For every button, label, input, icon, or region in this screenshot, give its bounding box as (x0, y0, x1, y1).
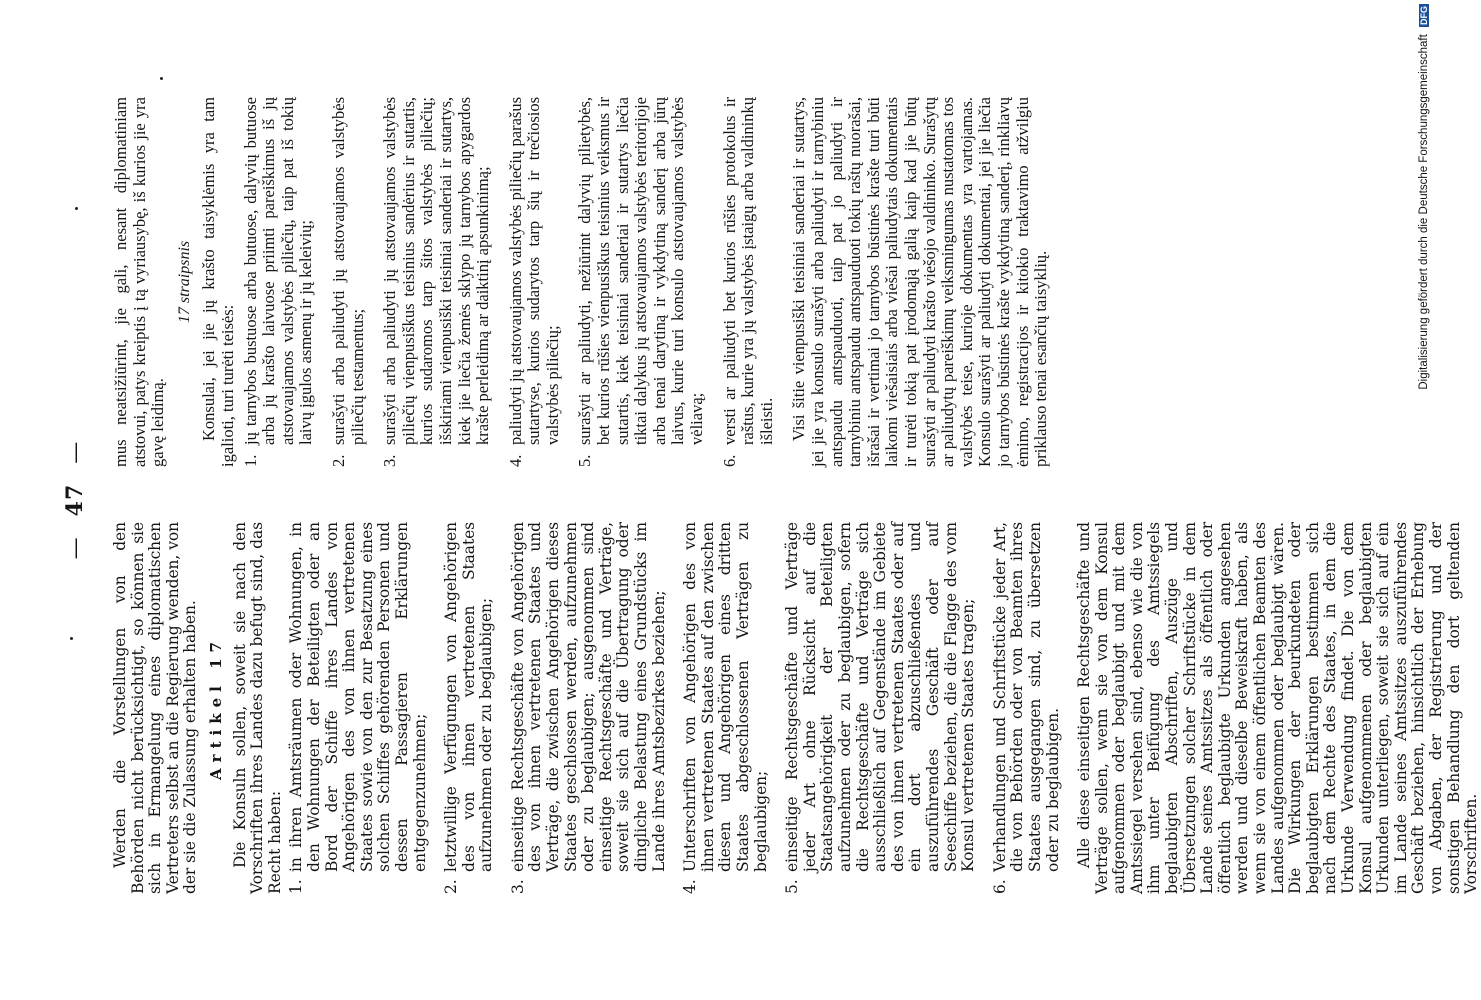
lithuanian-item-number: 1. (240, 454, 260, 467)
watermark-caption: Digitalisierung gefördert durch die Deutsche Forschungsgemeinschaft (1418, 34, 1430, 390)
lithuanian-column (112, 97, 1051, 467)
digitization-watermark (1418, 4, 1440, 704)
german-item-text: einseitige Rechtsgeschäfte von Angehörigen des von ihnen vertretenen Staates und Verträge, die zwischen Angehörigen dieses Staates geschlossen werden, aufzunehmen oder zu beglaubigen; ausgenommen sind einseitige Rechtsgeschäfte und Verträge, soweit sie sich auf die Übertragung oder dingliche Belastung eines Grundstücks im Lande ihres Amtsbezirkes beziehen; (508, 522, 668, 872)
lithuanian-item-number: 2. (328, 454, 348, 467)
german-item-number: 3. (508, 879, 527, 894)
german-item (443, 522, 496, 894)
scan-speck (70, 637, 73, 640)
scan-speck (160, 77, 163, 80)
lithuanian-item-text: surašyti arba paliudyti jų atstovaujamos valstybės piliečių vienpusiškus teisinius sandėrius ir sutartis, kurios sudaromos tarp šitos valstybės piliečių; išskiriami vienpusiški teisiniai sanderiai ir sutartys, kiek jie liečia žemės sklypo jų tarnybos apygardos krašte perleidimą ar daiktinį apsunkinimą; (380, 97, 493, 445)
german-item-text: in ihren Amtsräumen oder Wohnungen, in den Wohnungen der Beteiligten oder an Bord der Schiffe ihres Landes von Angehörigen des von ihnen vertretenen Staates sowie von den zur Besatzung eines solchen Schiffes gehörenden Personen und dessen Passagieren Erklärungen entgegenzunehmen; (287, 522, 429, 872)
lithuanian-closing-paragraph: Visi šitie vienpusiški teisiniai sanderiai ir sutartys, jei jie yra konsulo surašyti arba paliudyti ir tarnybiniu antspaudu antspauduoti, taip pat jo paliudyti ir tarnybiniu antspaudu antspauduoti tokių raštų nuorašai, išrašai ir vertimai jo tarnybos būstinės krašte turi būti laikomi viešaisiais arba viešai paliudytais dokumentais ir turėti tokią pat įrodomąją galią kaip kad jie būtų surašyti ar paliudyti krašto viešojo valdininko. Surašytų ar paliudytų pareiškimų veiksmingumas nustatomas tos valstybės teise, kurioje dokumentas yra vartojamas. Konsulo surašyti ar paliudyti dokumentai, jei jie liečia jo tarnybos būstinės krašte vykdytiną sanderį, rinkliavų ėmimo, registracijos ir kitokio traktavimo atžvilgiu priklauso tenai esančių taisyklių. (789, 97, 1051, 467)
header-dash-right: — (63, 440, 88, 464)
lithuanian-items-list (242, 97, 777, 467)
german-item (992, 522, 1062, 894)
german-item-text: Verhandlungen und Schriftstücke jeder Art, die von Behörden oder von Beamten ihres Staates ausgegangen sind, zu übersetzen oder zu beglaubigen. (990, 522, 1062, 872)
lithuanian-item-text: jų tarnybos bustuose arba butuose, dalyvių butuose arba jų krašto laivuose priimti pareiškimus iš jų atstovaujamos valstybės piliečių, taip pat iš tokių laivų įgulos asmenų ir jų keleivių; (240, 97, 316, 445)
lithuanian-item-number: 5. (575, 454, 595, 467)
german-article-heading: Artikel 17 (206, 636, 225, 780)
lithuanian-item (721, 97, 777, 467)
lithuanian-item-text: paliudyti jų atstovaujamos valstybės piliečių parašus sutartyse, kurios sudarytos tarp šių ir trečiosios valstybės piliečių; (505, 97, 562, 445)
lithuanian-item-number: 6. (719, 454, 739, 467)
german-items-list (288, 522, 1062, 894)
page-header (62, 400, 88, 600)
german-intro: Werden die Vorstellungen von den Behörden nicht berücksichtigt, so können sie sich in Ermangelung eines diplomatischen Vertreters selbst an die Regierung wenden, von der sie die Zulassung erhalten haben. (111, 522, 200, 894)
lithuanian-item-number: 4. (505, 454, 525, 467)
german-column (112, 522, 1481, 894)
german-item (510, 522, 668, 894)
lithuanian-item (381, 97, 493, 467)
lithuanian-item-text: surašyti ar paliudyti, nežiūrint dalyvių pilietybės, bet kurios rūšies vienpusiškus teisinius veiksmus ir sutartis, kiek teisiniai sanderiai ir sutartys liečia tiktai dalykus jų atstovaujamos valstybės teritorijoje arba tenai darytiną ir vykdytiną sanderį arba jūrų laivus, kurie turi konsulo atstovaujamos valstybės vėliavą; (575, 97, 707, 445)
german-item (784, 522, 978, 894)
german-closing-paragraph: Alle diese einseitigen Rechtsgeschäfte und Verträge sollen, wenn sie von dem Konsul aufgenommen oder beglaubigt und mit dem Amtssiegel versehen sind, ebenso wie die von ihm unter Beifügung des Amtssiegels beglaubigten Abschriften, Auszüge und Übersetzungen solcher Schriftstücke in dem Lande seines Amtssitzes als öffentlich oder öffentlich beglaubigte Urkunden angesehen werden und dieselbe Beweiskraft haben, als wenn sie von einem öffentlichen Beamten des Landes aufgenommen oder beglaubigt wären. Die Wirkungen der beurkundeten oder beglaubigten Erklärungen bestimmen sich nach dem Rechte des Staates, in dem die Urkunde Verwendung findet. Die von dem Konsul aufgenommenen oder beglaubigten Urkunden unterliegen, soweit sie sich auf ein im Lande seines Amtssitzes auszuführendes Geschäft beziehen, hinsichtlich der Erhebung von Abgaben, der Registrierung und der sonstigen Behandlung den dort geltenden Vorschriften. (1075, 522, 1481, 894)
german-item-text: Unterschriften von Angehörigen des von ihnen vertretenen Staates auf den zwischen diesen und Angehörigen eines dritten Staates abgeschlossenen Verträgen zu beglaubigen; (681, 522, 770, 872)
page-number: 47 (62, 483, 88, 517)
german-item-number: 4. (681, 879, 700, 894)
german-item-text: letztwillige Verfügungen von Angehörigen des von ihnen vertretenen Staates aufzunehmen oder zu beglaubigen; (442, 522, 496, 872)
lithuanian-item (330, 97, 367, 467)
german-item-text: einseitige Rechtsgeschäfte und Verträge jeder Art ohne Rücksicht auf die Staatsangehörigkeit der Beteiligten aufzunehmen oder zu beglaubigen, sofern die Rechtsgeschäfte und Verträge sich ausschließlich auf Gegenstände im Gebiete des von ihnen vertretenen Staates oder auf ein dort abzuschließendes und auszuführendes Geschäft oder auf Seeschiffe beziehen, die die Flagge des vom Konsul vertretenen Staates tragen; (783, 522, 978, 872)
lithuanian-intro: mus neatsižiūrint, jie gali, nesant diplomatiniam atstovui, patys kreiptis į tą vyriausybę, iš kurios jie yra gavę leidimą. (111, 97, 168, 467)
lithuanian-lead: Konsulai, jei jie jų krašto taisyklėmis yra tam igalioti, turi turėti teisės: (199, 97, 237, 467)
lithuanian-item-text: versti ar paliudyti bet kurios rūšies protokolus ir raštus, kurie yra jų valstybės įstaigų arba valdininkų išleisti. (719, 97, 776, 445)
lithuanian-item (507, 97, 563, 467)
german-item (288, 522, 429, 894)
lithuanian-item (242, 97, 316, 467)
german-item-number: 1. (287, 879, 306, 894)
lithuanian-article-heading: 17 straipsnis (175, 240, 193, 324)
dfg-logo: DFG (1419, 6, 1429, 25)
lithuanian-item-number: 3. (380, 454, 400, 467)
watermark-text (1418, 4, 1430, 704)
german-lead: Die Konsuln sollen, soweit sie nach den Vorschriften ihres Landes dazu befugt sind, das Recht haben: (230, 522, 284, 894)
scan-speck (75, 207, 78, 210)
german-item (682, 522, 770, 894)
german-item-number: 6. (990, 879, 1009, 894)
german-item-number: 5. (783, 879, 802, 894)
lithuanian-item (576, 97, 706, 467)
lithuanian-item-text: surašyti arba paliudyti jų atstovaujamos valstybės piliečių testamentus; (328, 97, 367, 445)
header-dash-left: — (63, 536, 88, 560)
german-item-number: 2. (442, 879, 461, 894)
